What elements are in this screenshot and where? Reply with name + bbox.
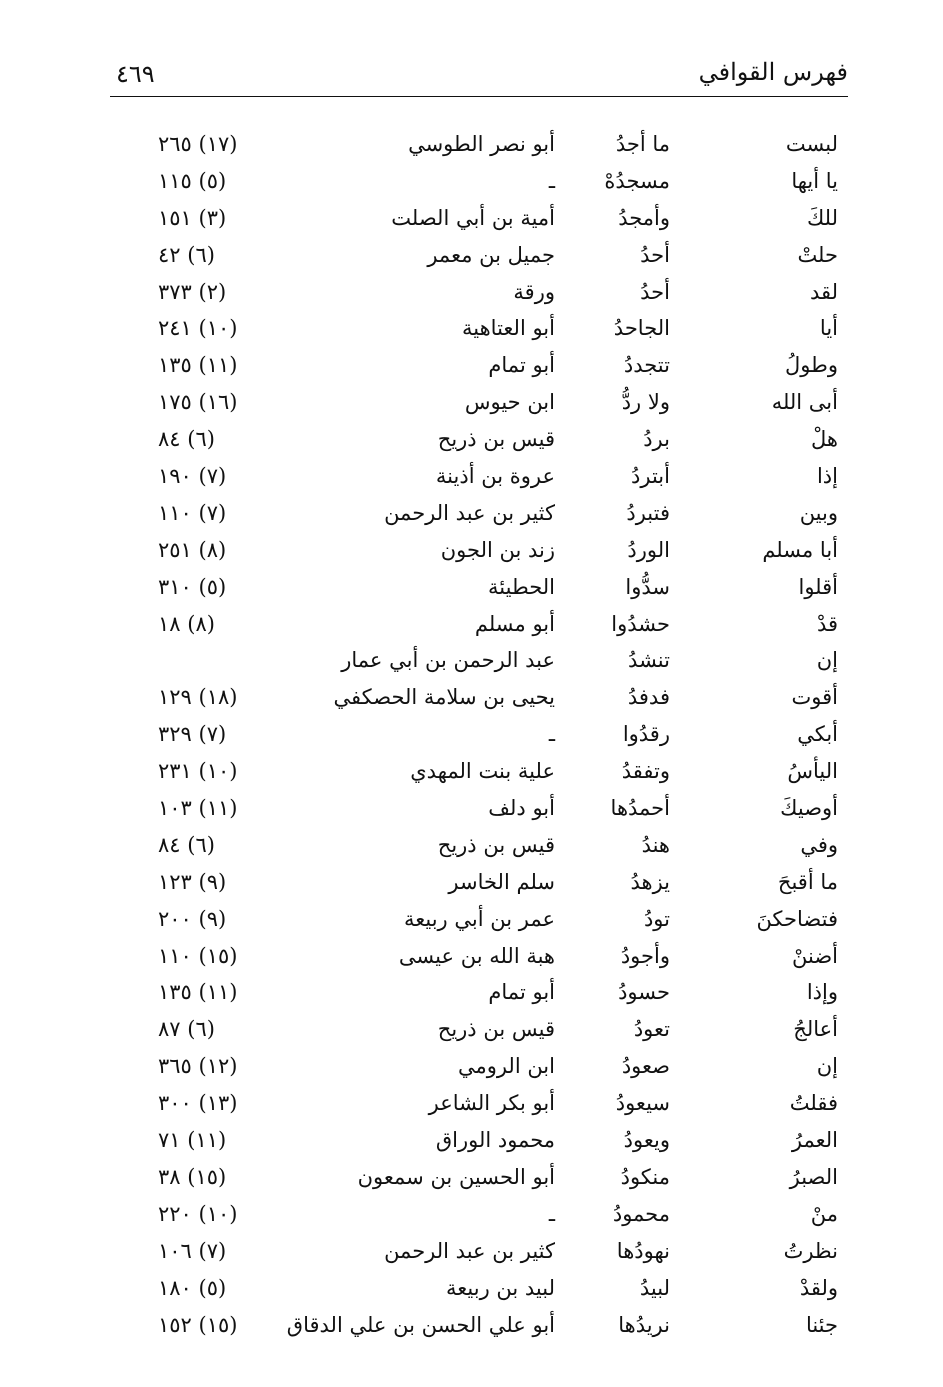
poet-name: أبو الحسين بن سمعون (357, 1164, 555, 1189)
rhyme-word: حسودُ (618, 980, 670, 1005)
table-row (0, 1196, 943, 1233)
table-row (0, 310, 943, 347)
verse-start: لبست (785, 132, 838, 156)
verse-start: هلْ (811, 427, 838, 452)
rhyme-word: وأجودُ (620, 943, 670, 968)
verse-start: أبكي (797, 722, 838, 747)
rhyme-word: لبيدُ (639, 1275, 670, 1300)
rhyme-word: محمودُ (612, 1201, 670, 1226)
page-header (110, 56, 848, 97)
rhyme-word: الجاحدُ (613, 316, 670, 341)
rhyme-word: وتفقدُ (621, 759, 670, 784)
page-reference: (٧) ١١٠ (158, 500, 227, 525)
rhyme-word: تعودُ (633, 1017, 670, 1042)
poet-name: قيس بن ذريح (437, 427, 555, 452)
table-row (0, 790, 943, 827)
poet-name: ـ (548, 1201, 555, 1226)
page-reference: (٦) ٤٢ (158, 242, 215, 267)
table-row (0, 606, 943, 643)
page-title: فهرس القوافي (698, 58, 848, 86)
rhyme-word: رقدُوا (622, 722, 670, 747)
verse-start: أوصيكَ (780, 796, 838, 821)
table-row (0, 200, 943, 237)
verse-start: فتضاحكنَ (756, 906, 838, 931)
rhyme-word: سيعودُ (615, 1091, 670, 1116)
table-row (0, 1307, 943, 1344)
verse-start: فقلتُ (789, 1091, 838, 1116)
poet-name: أبو تمام (488, 353, 555, 378)
poet-name: ـ (548, 722, 555, 747)
table-row (0, 1011, 943, 1048)
table-row (0, 495, 943, 532)
rhyme-word: فدفدُ (627, 685, 670, 710)
verse-start: وإذا (806, 980, 838, 1005)
poet-name: عبد الرحمن بن أبي عمار (341, 648, 555, 673)
rhyme-word: أحدُ (640, 242, 670, 267)
poet-name: ابن الرومي (457, 1054, 555, 1079)
table-row (0, 679, 943, 716)
table-row (0, 126, 943, 163)
verse-start: وفي (800, 832, 838, 857)
table-row (0, 274, 943, 311)
poet-name: ورقة (513, 279, 555, 304)
rhyme-word: تودُ (643, 906, 670, 931)
poet-name: قيس بن ذريح (437, 832, 555, 857)
rhyme-word: نهودُها (616, 1238, 670, 1263)
page-reference: (٩) ١٢٣ (158, 869, 227, 894)
rhyme-word: منكودُ (620, 1164, 670, 1189)
verse-start: إن (816, 1054, 838, 1079)
verse-start: الصبرُ (789, 1164, 838, 1189)
verse-start: اليأسُ (787, 759, 838, 784)
verse-start: يا أيها (791, 168, 838, 193)
page-reference: (١١) ١٠٣ (158, 796, 238, 821)
page-reference: (٧) ١٠٦ (158, 1238, 227, 1263)
table-row (0, 163, 943, 200)
table-row (0, 421, 943, 458)
poet-name: كثير بن عبد الرحمن (384, 1238, 555, 1263)
table-row (0, 237, 943, 274)
rhyme-word: مسجدُهْ (604, 168, 670, 193)
poet-name: عروة بن أذينة (435, 464, 555, 489)
poet-name: أبو مسلم (474, 611, 555, 636)
table-row (0, 384, 943, 421)
rhyme-word: الوردُ (627, 537, 670, 562)
rhyme-word: سدُّوا (625, 574, 670, 599)
table-row (0, 1085, 943, 1122)
page-reference: (١٨) ١٢٩ (158, 685, 238, 710)
table-row (0, 901, 943, 938)
page-reference: (١٦) ١٧٥ (158, 390, 238, 415)
page-reference: (١٥) ١١٠ (158, 943, 238, 968)
poet-name: محمود الوراق (435, 1128, 555, 1153)
rhyme-word: تنشدُ (628, 648, 670, 673)
poet-name: أبو العتاهية (462, 316, 555, 341)
rhyme-word: وأمجدُ (618, 205, 670, 230)
poet-name: أبو بكر الشاعر (428, 1091, 555, 1116)
table-row (0, 974, 943, 1011)
poet-name: ابن حيوس (464, 390, 555, 415)
table-row (0, 532, 943, 569)
page-reference: (٧) ١٩٠ (158, 464, 227, 489)
page-reference: (٩) ٢٠٠ (158, 906, 227, 931)
poet-name: ـ (548, 168, 555, 193)
rhyme-word: نريدُها (618, 1312, 670, 1337)
table-row (0, 569, 943, 606)
table-row (0, 642, 943, 679)
verse-start: أقلوا (798, 574, 838, 599)
page-reference: (١٢) ٣٦٥ (158, 1054, 238, 1079)
verse-start: إذا (816, 464, 838, 489)
page-reference: (١١) ٧١ (158, 1128, 227, 1153)
page-reference: (٥) ١٨٠ (158, 1275, 227, 1300)
poet-name: يحيى بن سلامة الحصكفي (333, 685, 555, 710)
page-number: ٤٦٩ (116, 60, 155, 88)
table-row (0, 1122, 943, 1159)
table-row (0, 458, 943, 495)
verse-start: إن (816, 648, 838, 673)
verse-start: ما أقبحَ (777, 869, 838, 894)
verse-start: جئنا (805, 1312, 838, 1337)
verse-start: أيا (819, 316, 838, 341)
rhyme-index-table (0, 126, 943, 1343)
verse-start: أبى الله (771, 390, 838, 415)
page-reference: (٥) ١١٥ (158, 168, 227, 193)
poet-name: هبة الله بن عيسى (398, 943, 555, 968)
rhyme-word: حشدُوا (611, 611, 670, 636)
poet-name: أبو نصر الطوسي (408, 132, 555, 156)
verse-start: لقد (809, 279, 838, 304)
page-reference: (١٥) ٣٨ (158, 1164, 227, 1189)
verse-start: حلتْ (797, 242, 838, 267)
verse-start: للكَ (806, 205, 838, 230)
table-row (0, 347, 943, 384)
table-row (0, 1048, 943, 1085)
page-reference: (٦) ٨٧ (158, 1017, 215, 1042)
poet-name: سلم الخاسر (448, 869, 555, 894)
verse-start: قدْ (816, 611, 838, 636)
page-reference: (٥) ٣١٠ (158, 574, 227, 599)
table-row (0, 938, 943, 975)
poet-name: جميل بن معمر (427, 242, 555, 267)
page-reference: (٦) ٨٤ (158, 427, 215, 452)
rhyme-word: أحمدُها (610, 796, 670, 821)
page-reference: (١٧) ٢٦٥ (158, 132, 238, 156)
poet-name: أبو تمام (488, 980, 555, 1005)
table-row (0, 827, 943, 864)
poet-name: الحطيئة (488, 574, 555, 599)
rhyme-word: يزهدُ (630, 869, 670, 894)
rhyme-word: فتبردُ (626, 500, 670, 525)
verse-start: ولقدْ (799, 1275, 838, 1300)
rhyme-word: ويعودُ (623, 1128, 670, 1153)
page-reference: (١٣) ٣٠٠ (158, 1091, 238, 1116)
verse-start: وبين (799, 500, 838, 525)
page-reference: (١١) ١٣٥ (158, 353, 238, 378)
page-reference: (٣) ١٥١ (158, 205, 227, 230)
table-row (0, 1270, 943, 1307)
rhyme-word: صعودُ (621, 1054, 670, 1079)
verse-start: أضننْ (792, 943, 838, 968)
verse-start: منْ (810, 1201, 838, 1226)
verse-start: العمرُ (791, 1128, 838, 1153)
page-reference: (٧) ٣٢٩ (158, 722, 227, 747)
page-reference: (٨) ٢٥١ (158, 537, 227, 562)
page-reference: (٦) ٨٤ (158, 832, 215, 857)
verse-start: أقوت (791, 685, 838, 710)
rhyme-word: تتجددُ (623, 353, 670, 378)
verse-start: نظرتُ (783, 1238, 838, 1263)
table-row (0, 864, 943, 901)
page-reference: (١٠) ٢٤١ (158, 316, 238, 341)
table-row (0, 1233, 943, 1270)
rhyme-word: ولا ردُّ (621, 390, 670, 415)
poet-name: زند بن الجون (440, 537, 555, 562)
poet-name: أبو علي الحسن بن علي الدقاق (286, 1312, 555, 1337)
page-reference: (١٥) ١٥٢ (158, 1312, 238, 1337)
poet-name: قيس بن ذريح (437, 1017, 555, 1042)
verse-start: أعالجُ (793, 1017, 838, 1042)
rhyme-word: بردُ (643, 427, 670, 452)
page-reference: (١١) ١٣٥ (158, 980, 238, 1005)
page-reference: (٢) ٣٧٣ (158, 279, 227, 304)
poet-name: عمر بن أبي ربيعة (403, 906, 555, 931)
table-row (0, 716, 943, 753)
rhyme-word: أبتردُ (631, 464, 670, 489)
verse-start: أبا مسلم (762, 537, 838, 562)
poet-name: علية بنت المهدي (410, 759, 555, 784)
poet-name: أبو دلف (488, 796, 555, 821)
rhyme-word: هندُ (641, 832, 670, 857)
table-row (0, 753, 943, 790)
rhyme-word: ما أجدُ (615, 132, 670, 156)
poet-name: كثير بن عبد الرحمن (384, 500, 555, 525)
rhyme-word: أحدُ (640, 279, 670, 304)
table-row (0, 1159, 943, 1196)
poet-name: أمية بن أبي الصلت (391, 205, 555, 230)
page-reference: (٨) ١٨ (158, 611, 215, 636)
poet-name: لبيد بن ربيعة (446, 1275, 555, 1300)
verse-start: وطولُ (785, 353, 838, 378)
page-reference: (١٠) ٢٣١ (158, 759, 238, 784)
page-reference: (١٠) ٢٢٠ (158, 1201, 238, 1226)
